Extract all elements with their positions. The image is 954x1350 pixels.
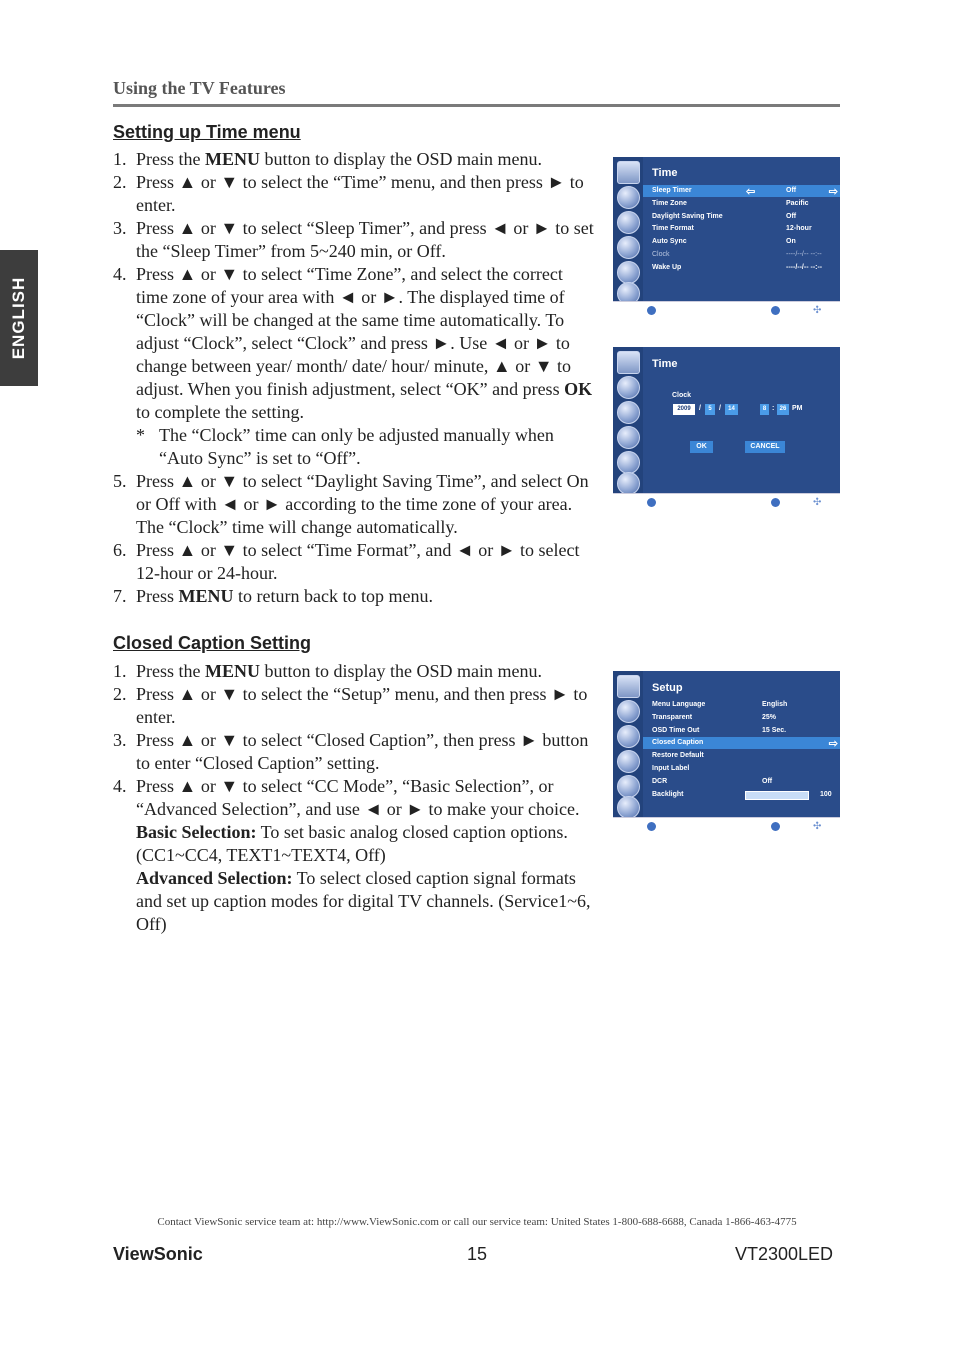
setup-icon — [617, 796, 640, 819]
picture-icon — [617, 351, 640, 374]
step-number: 1. — [113, 661, 127, 681]
option-text: To set basic analog closed caption options. (CC1~CC4, TEXT1~TEXT4, Off) — [136, 822, 568, 865]
menu-row-label: Wake Up — [652, 263, 682, 271]
step-text: Press ▲ or ▼ to select “Sleep Timer”, and press ◄ or ► to set the “Sleep Timer” from 5~240 min, or Off. — [136, 218, 594, 261]
list-item — [113, 660, 598, 683]
note-text: The “Clock” time can only be adjusted manually when “Auto Sync” is set to “Off”. — [159, 425, 554, 468]
osd-footer — [613, 493, 840, 512]
list-item — [113, 263, 598, 470]
menu-row-value: 15 Sec. — [762, 726, 787, 734]
time-steps — [113, 148, 598, 608]
step-text: Press the — [136, 149, 205, 169]
step-text: Press ▲ or ▼ to select “Closed Caption”, then press ► button to enter “Closed Caption” setting. — [136, 730, 589, 773]
menu-row-label: Auto Sync — [652, 238, 687, 246]
step-text: to return back to top menu. — [233, 586, 433, 606]
step-note — [136, 424, 598, 470]
move-icon — [647, 822, 656, 831]
osd-footer — [613, 817, 840, 836]
menu-row-value: On — [786, 238, 796, 246]
select-icon — [771, 306, 780, 315]
backlight-bar[interactable] — [745, 791, 809, 800]
exit-icon: ✣ — [813, 497, 822, 508]
osd-icon-column — [613, 671, 643, 818]
menu-row[interactable] — [643, 699, 840, 711]
ampm-label: PM — [792, 405, 803, 412]
hour-field[interactable]: 8 — [760, 404, 769, 415]
step-number: 3. — [113, 218, 127, 238]
cc-steps — [113, 660, 598, 936]
menu-row-label: OSD Time Out — [652, 726, 700, 734]
exit-icon: ✣ — [813, 305, 822, 316]
menu-row[interactable] — [643, 725, 840, 737]
clock-icon — [617, 401, 640, 424]
arrow-left-icon[interactable]: ⇦ — [746, 186, 756, 198]
move-icon — [647, 306, 656, 315]
clock-icon — [617, 725, 640, 748]
list-item — [113, 470, 598, 539]
osd-icon-column — [613, 347, 643, 494]
key-name: OK — [564, 379, 593, 399]
step-number: 1. — [113, 149, 127, 169]
list-item — [113, 729, 598, 775]
year-field[interactable]: 2009 — [673, 404, 695, 415]
step-number: 6. — [113, 540, 127, 560]
menu-row[interactable] — [643, 211, 840, 223]
clock-label: Clock — [672, 392, 692, 399]
step-number: 4. — [113, 264, 127, 284]
menu-row-value: 100 — [820, 790, 832, 798]
language-tab — [0, 250, 38, 386]
option-text: To select closed caption signal formats and set up caption modes for digital TV channels. (Service1~6, Off) — [136, 868, 591, 934]
menu-row-value: Off — [786, 187, 797, 194]
list-item — [113, 585, 598, 608]
date-separator: / — [699, 405, 701, 412]
osd-time-title: Time — [652, 167, 678, 179]
cancel-button[interactable]: CANCEL — [745, 441, 785, 453]
menu-row-label: Input Label — [652, 765, 690, 772]
page-number: 15 — [467, 1244, 488, 1264]
menu-row[interactable] — [643, 763, 840, 775]
key-name: MENU — [178, 586, 234, 606]
step-text: to complete the setting. — [136, 402, 304, 422]
step-text: button to display the OSD main menu. — [260, 661, 542, 681]
clock-icon — [617, 211, 640, 234]
backlight-fill — [746, 792, 808, 799]
key-name: MENU — [205, 149, 260, 169]
osd-footer — [613, 301, 840, 320]
osd-clock-menu — [613, 347, 840, 512]
menu-row[interactable] — [643, 712, 840, 724]
menu-row-label: Time Format — [652, 225, 694, 233]
menu-row[interactable] — [643, 223, 840, 235]
list-item — [113, 171, 598, 217]
note-marker: * — [136, 425, 145, 445]
lock-icon — [617, 451, 640, 474]
step-text: Press ▲ or ▼ to select the “Setup” menu, and then press ► to enter. — [136, 684, 588, 727]
brand-name: ViewSonic — [113, 1244, 203, 1264]
menu-row-label: Backlight — [652, 790, 684, 798]
list-item — [113, 683, 598, 729]
menu-row[interactable] — [643, 236, 840, 248]
list-item — [113, 217, 598, 263]
language-tab-label: ENGLISH — [9, 276, 28, 360]
picture-icon — [617, 161, 640, 184]
list-item — [113, 539, 598, 585]
exit-icon: ✣ — [813, 821, 822, 832]
step-text: Press ▲ or ▼ to select “Time Zone”, and select the correct time zone of your area with ◄ or ►. The displayed time of “Clock” will be changed at the same time automatically. To adjust “Clock”, select “Clock” and press ►. Use ◄ or ► to change between year/ month/ date/ hour/ minute, ▲ or ▼ to adjust. When you finish adjustment, select “OK” and press — [136, 264, 572, 399]
arrow-right-icon[interactable]: ⇨ — [828, 186, 838, 198]
audio-icon — [617, 186, 640, 209]
menu-row[interactable] — [643, 737, 840, 749]
menu-row-value: Off — [762, 777, 773, 785]
menu-row[interactable] — [643, 249, 840, 261]
menu-row[interactable] — [643, 198, 840, 210]
step-text: Press ▲ or ▼ to select “CC Mode”, “Basic Selection”, or “Advanced Selection”, and use ◄ or ► to make your choice. — [136, 776, 580, 819]
step-text: Press ▲ or ▼ to select the “Time” menu, and then press ► to enter. — [136, 172, 584, 215]
menu-row-label: Menu Language — [652, 701, 706, 708]
menu-row-value: English — [762, 701, 788, 708]
osd-setup-title: Setup — [652, 682, 683, 694]
menu-row[interactable] — [643, 262, 840, 274]
channel-icon — [617, 426, 640, 449]
header-rule — [113, 104, 840, 107]
menu-row[interactable] — [643, 789, 840, 801]
ok-button[interactable]: OK — [690, 441, 713, 453]
menu-row-value: Off — [786, 212, 797, 220]
step-number: 5. — [113, 471, 127, 491]
menu-row-label: Time Zone — [652, 199, 687, 207]
menu-row-label: Transparent — [652, 713, 693, 721]
option-label: Advanced Selection: — [136, 868, 293, 888]
arrow-right-icon[interactable]: ⇨ — [828, 738, 838, 751]
osd-time-menu — [613, 157, 840, 320]
menu-row-value: 25% — [762, 713, 777, 721]
select-icon — [771, 822, 780, 831]
select-icon — [771, 498, 780, 507]
step-number: 7. — [113, 586, 127, 606]
audio-icon — [617, 376, 640, 399]
osd-icon-column — [613, 157, 643, 302]
option-description — [136, 867, 598, 936]
menu-row-value: ----/--/-- --:-- — [786, 263, 823, 271]
setup-icon — [617, 472, 640, 495]
menu-row-value: Pacific — [786, 199, 809, 207]
contact-line: Contact ViewSonic service team at: http://www.ViewSonic.com or call our service team: United States 1-800-688-6688, Canada 1-866-463-4775 — [157, 1216, 797, 1228]
menu-row[interactable] — [643, 185, 840, 197]
section-header: Using the TV Features — [113, 78, 286, 98]
menu-row[interactable] — [643, 776, 840, 788]
menu-row-label: Sleep Timer — [652, 187, 692, 194]
key-name: MENU — [205, 661, 260, 681]
osd-clock-title: Time — [652, 358, 678, 370]
menu-row-label: Clock — [652, 251, 670, 258]
time-colon: : — [772, 405, 775, 412]
list-item — [113, 775, 598, 936]
menu-row[interactable] — [643, 750, 840, 762]
lock-icon — [617, 261, 640, 284]
month-field[interactable]: 5 — [705, 404, 715, 415]
step-number: 2. — [113, 172, 127, 192]
move-icon — [647, 498, 656, 507]
channel-icon — [617, 750, 640, 773]
minute-field[interactable]: 26 — [777, 404, 789, 415]
lock-icon — [617, 775, 640, 798]
list-item — [113, 148, 598, 171]
day-field[interactable]: 14 — [725, 404, 738, 415]
menu-row-label: Restore Default — [652, 752, 704, 760]
menu-row-value: 12-hour — [786, 225, 812, 233]
menu-row-label: DCR — [652, 777, 668, 785]
channel-icon — [617, 236, 640, 259]
step-number: 2. — [113, 684, 127, 704]
step-text: Press — [136, 586, 179, 606]
option-description — [136, 821, 598, 867]
cc-section-title: Closed Caption Setting — [113, 633, 311, 653]
menu-row-label: Daylight Saving Time — [652, 212, 723, 220]
date-separator: / — [719, 405, 721, 412]
step-number: 4. — [113, 776, 127, 796]
menu-row-value: ----/--/-- --:-- — [786, 251, 822, 258]
model-name: VT2300LED — [734, 1244, 833, 1264]
step-number: 3. — [113, 730, 127, 750]
step-text: button to display the OSD main menu. — [260, 149, 542, 169]
step-text: Press ▲ or ▼ to select “Time Format”, and ◄ or ► to select 12-hour or 24-hour. — [136, 540, 580, 583]
menu-row-label: Closed Caption — [652, 739, 704, 747]
option-label: Basic Selection: — [136, 822, 257, 842]
osd-setup-menu — [613, 671, 840, 836]
picture-icon — [617, 675, 640, 698]
step-text: Press the — [136, 661, 205, 681]
step-text: Press ▲ or ▼ to select “Daylight Saving Time”, and select On or Off with ◄ or ► according to the time zone of your area. The “Clock” time will change automatically. — [136, 471, 589, 537]
time-section-title: Setting up Time menu — [113, 122, 301, 142]
audio-icon — [617, 700, 640, 723]
